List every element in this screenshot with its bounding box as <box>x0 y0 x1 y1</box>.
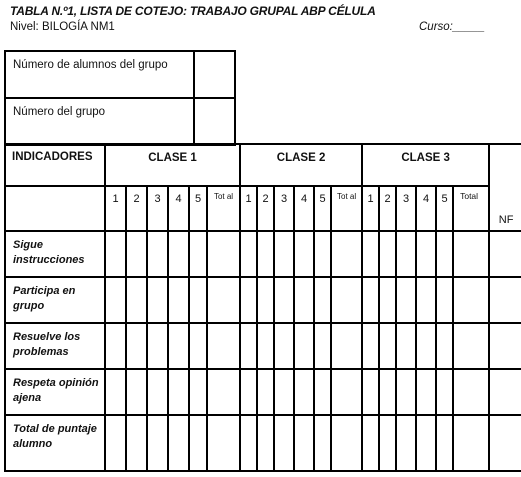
score-cell[interactable] <box>416 323 436 369</box>
table-row <box>5 369 521 415</box>
indicator-label: Sigue instrucciones <box>5 231 105 277</box>
score-cell[interactable] <box>126 415 147 471</box>
score-cell[interactable] <box>189 323 207 369</box>
c3-col-3: 3 <box>396 186 416 231</box>
score-cell[interactable] <box>240 415 257 471</box>
score-cell[interactable] <box>147 369 168 415</box>
score-cell[interactable] <box>362 231 379 277</box>
c2-col-3: 3 <box>274 186 294 231</box>
score-cell[interactable] <box>147 323 168 369</box>
c2-col-5: 5 <box>314 186 331 231</box>
score-cell[interactable] <box>294 369 314 415</box>
score-cell[interactable] <box>331 323 362 369</box>
score-cell[interactable] <box>416 415 436 471</box>
score-cell[interactable] <box>453 369 489 415</box>
c2-total-header: Tot al <box>331 186 362 231</box>
nf-header: NF <box>489 144 521 231</box>
curso-label: Curso:_____ <box>419 21 485 33</box>
score-cell[interactable] <box>416 231 436 277</box>
score-cell[interactable] <box>331 231 362 277</box>
clase-3-header: CLASE 3 <box>362 144 489 186</box>
score-cell[interactable] <box>105 369 126 415</box>
score-cell[interactable] <box>362 415 379 471</box>
alumnos-label: Número de alumnos del grupo <box>5 51 194 98</box>
score-cell[interactable] <box>489 323 521 369</box>
score-cell[interactable] <box>379 369 396 415</box>
score-cell[interactable] <box>436 277 453 323</box>
score-cell[interactable] <box>416 369 436 415</box>
score-cell[interactable] <box>147 277 168 323</box>
header-row <box>5 144 521 186</box>
score-cell[interactable] <box>453 415 489 471</box>
alumnos-value-cell[interactable] <box>194 51 235 98</box>
score-cell[interactable] <box>257 277 274 323</box>
score-cell[interactable] <box>168 369 189 415</box>
score-cell[interactable] <box>207 369 240 415</box>
c3-col-1: 1 <box>362 186 379 231</box>
checklist-table <box>4 143 521 472</box>
grupo-label: Número del grupo <box>5 98 194 145</box>
score-cell[interactable] <box>168 323 189 369</box>
score-cell[interactable] <box>396 369 416 415</box>
grupo-value-cell[interactable] <box>194 98 235 145</box>
table-row <box>5 231 521 277</box>
score-cell[interactable] <box>453 323 489 369</box>
grupo-row <box>5 98 235 145</box>
indicator-label: Total de puntaje alumno <box>5 415 105 471</box>
score-cell[interactable] <box>396 277 416 323</box>
c2-col-4: 4 <box>294 186 314 231</box>
score-cell[interactable] <box>294 231 314 277</box>
score-cell[interactable] <box>489 277 521 323</box>
c2-col-2: 2 <box>257 186 274 231</box>
score-cell[interactable] <box>436 231 453 277</box>
score-cell[interactable] <box>257 415 274 471</box>
c3-col-5: 5 <box>436 186 453 231</box>
score-cell[interactable] <box>489 231 521 277</box>
score-cell[interactable] <box>294 415 314 471</box>
clase-2-header: CLASE 2 <box>240 144 362 186</box>
table-row <box>5 277 521 323</box>
c3-col-2: 2 <box>379 186 396 231</box>
score-cell[interactable] <box>379 277 396 323</box>
score-cell[interactable] <box>189 277 207 323</box>
score-cell[interactable] <box>436 369 453 415</box>
score-cell[interactable] <box>294 277 314 323</box>
c1-col-4: 4 <box>168 186 189 231</box>
score-cell[interactable] <box>396 231 416 277</box>
c1-col-5: 5 <box>189 186 207 231</box>
c2-col-1: 1 <box>240 186 257 231</box>
score-cell[interactable] <box>257 323 274 369</box>
score-cell[interactable] <box>436 415 453 471</box>
score-cell[interactable] <box>105 231 126 277</box>
c1-col-2: 2 <box>126 186 147 231</box>
score-cell[interactable] <box>436 323 453 369</box>
indicator-label: Participa en grupo <box>5 277 105 323</box>
document-title: TABLA N.º1, LISTA DE COTEJO: TRABAJO GRUPAL ABP CÉLULA <box>10 4 376 18</box>
c1-total-header: Tot al <box>207 186 240 231</box>
score-cell[interactable] <box>207 323 240 369</box>
score-cell[interactable] <box>168 277 189 323</box>
score-cell[interactable] <box>489 415 521 471</box>
score-cell[interactable] <box>379 323 396 369</box>
score-cell[interactable] <box>362 323 379 369</box>
score-cell[interactable] <box>314 231 331 277</box>
score-cell[interactable] <box>126 323 147 369</box>
score-cell[interactable] <box>168 415 189 471</box>
score-cell[interactable] <box>416 277 436 323</box>
c3-col-4: 4 <box>416 186 436 231</box>
nivel-label: Nivel: BILOGÍA NM1 <box>10 21 115 33</box>
score-cell[interactable] <box>314 323 331 369</box>
indicator-subheader-blank <box>5 186 105 231</box>
score-cell[interactable] <box>314 415 331 471</box>
score-cell[interactable] <box>240 231 257 277</box>
score-cell[interactable] <box>396 323 416 369</box>
score-cell[interactable] <box>240 277 257 323</box>
score-cell[interactable] <box>331 277 362 323</box>
score-cell[interactable] <box>489 369 521 415</box>
score-cell[interactable] <box>362 277 379 323</box>
score-cell[interactable] <box>274 369 294 415</box>
table-row <box>5 415 521 471</box>
score-cell[interactable] <box>240 323 257 369</box>
clase-1-header: CLASE 1 <box>105 144 240 186</box>
score-cell[interactable] <box>189 415 207 471</box>
score-cell[interactable] <box>257 369 274 415</box>
score-cell[interactable] <box>274 277 294 323</box>
score-cell[interactable] <box>396 415 416 471</box>
score-cell[interactable] <box>105 323 126 369</box>
score-cell[interactable] <box>274 231 294 277</box>
score-cell[interactable] <box>314 369 331 415</box>
score-cell[interactable] <box>331 415 362 471</box>
score-cell[interactable] <box>126 277 147 323</box>
score-cell[interactable] <box>274 323 294 369</box>
score-cell[interactable] <box>105 277 126 323</box>
c3-total-header: Total <box>453 186 489 231</box>
score-cell[interactable] <box>294 323 314 369</box>
score-cell[interactable] <box>379 415 396 471</box>
group-info-table <box>4 50 236 146</box>
score-cell[interactable] <box>126 369 147 415</box>
score-cell[interactable] <box>126 231 147 277</box>
score-cell[interactable] <box>207 415 240 471</box>
score-cell[interactable] <box>453 277 489 323</box>
score-cell[interactable] <box>362 369 379 415</box>
table-row <box>5 323 521 369</box>
alumnos-row <box>5 51 235 98</box>
score-cell[interactable] <box>331 369 362 415</box>
score-cell[interactable] <box>240 369 257 415</box>
score-cell[interactable] <box>105 415 126 471</box>
score-cell[interactable] <box>189 369 207 415</box>
subheader-row <box>5 186 521 231</box>
score-cell[interactable] <box>147 415 168 471</box>
score-cell[interactable] <box>314 277 331 323</box>
indicator-label: Respeta opinión ajena <box>5 369 105 415</box>
score-cell[interactable] <box>168 231 189 277</box>
indicator-label: Resuelve los problemas <box>5 323 105 369</box>
score-cell[interactable] <box>257 231 274 277</box>
c1-col-1: 1 <box>105 186 126 231</box>
score-cell[interactable] <box>189 231 207 277</box>
indicadores-header: INDICADORES <box>5 144 105 186</box>
score-cell[interactable] <box>147 231 168 277</box>
score-cell[interactable] <box>274 415 294 471</box>
score-cell[interactable] <box>207 231 240 277</box>
score-cell[interactable] <box>379 231 396 277</box>
c1-col-3: 3 <box>147 186 168 231</box>
score-cell[interactable] <box>207 277 240 323</box>
score-cell[interactable] <box>453 231 489 277</box>
